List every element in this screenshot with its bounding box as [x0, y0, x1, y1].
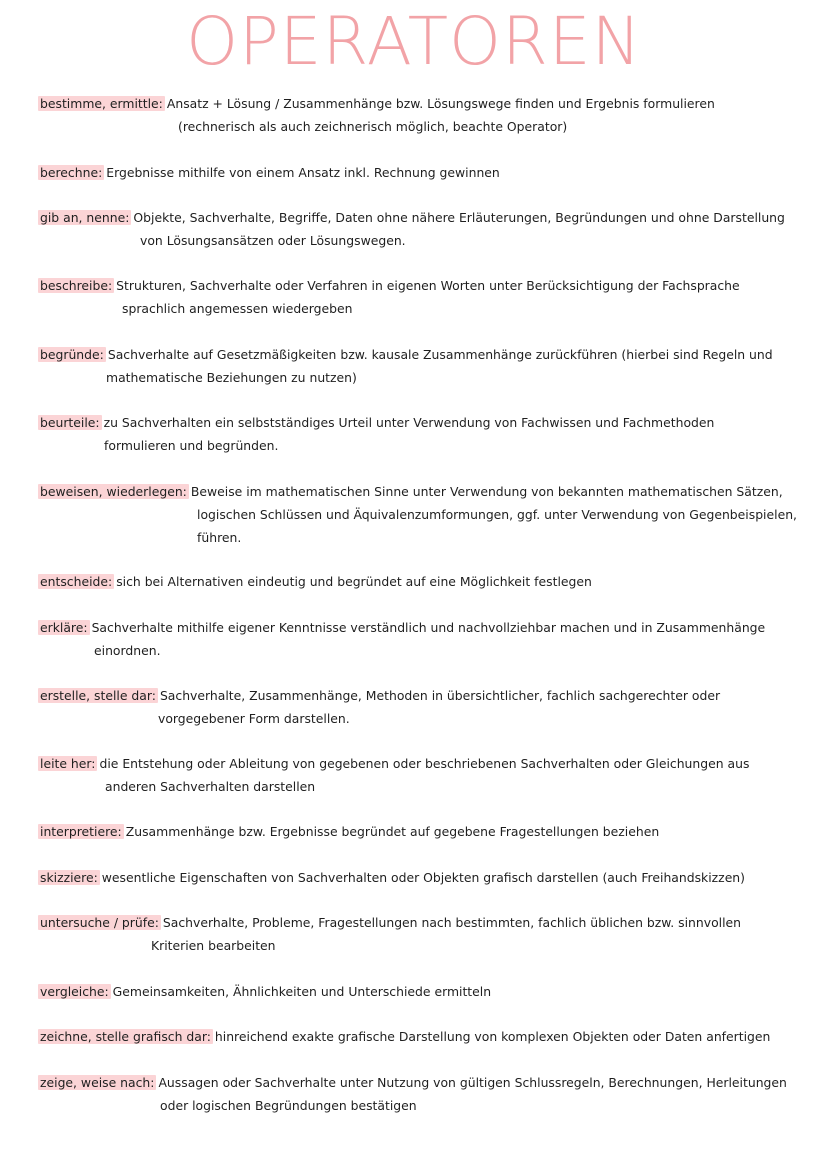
description-continued: sprachlich angemessen wiedergeben: [122, 301, 353, 316]
description: Beweise im mathematischen Sinne unter Verwendung von bekannten mathematischen Sätzen,: [190, 484, 783, 499]
term: beschreibe:: [40, 278, 113, 293]
entry-untersuche: [38, 911, 818, 957]
entry-zeichne: [38, 1025, 818, 1048]
term: zeichne, stelle grafisch dar:: [40, 1029, 211, 1044]
term: beweisen, wiederlegen:: [40, 484, 187, 499]
term: bestimme, ermittle:: [40, 96, 163, 111]
description: Aussagen oder Sachverhalte unter Nutzung von gültigen Schlussregeln, Berechnungen, Herleitungen: [158, 1075, 787, 1090]
entry-vergleiche: [38, 980, 818, 1003]
entry-leite-her: [38, 752, 818, 798]
term: entscheide:: [40, 574, 113, 589]
description: Sachverhalte, Zusammenhänge, Methoden in übersichtlicher, fachlich sachgerechter oder: [159, 688, 721, 703]
description-continued: oder logischen Begründungen bestätigen: [160, 1098, 417, 1113]
entry-interpretiere: [38, 820, 818, 843]
description: Sachverhalte, Probleme, Fragestellungen nach bestimmten, fachlich üblichen bzw. sinnvollen: [162, 915, 742, 930]
term: erstelle, stelle dar:: [40, 688, 156, 703]
entry-bestimme: [38, 92, 818, 138]
description: Sachverhalte mithilfe eigener Kenntnisse verständlich und nachvollziehbar machen und in Zusammenhänge: [91, 620, 766, 635]
entry-erklaere: [38, 616, 818, 662]
term: begründe:: [40, 347, 104, 362]
description: Objekte, Sachverhalte, Begriffe, Daten ohne nähere Erläuterungen, Begründungen und ohne Darstellung: [133, 210, 785, 225]
entry-begruende: [38, 343, 818, 389]
term: beurteile:: [40, 415, 100, 430]
term: interpretiere:: [40, 824, 122, 839]
description-continued: anderen Sachverhalten darstellen: [105, 779, 316, 794]
description: Gemeinsamkeiten, Ähnlichkeiten und Unterschiede ermitteln: [112, 984, 492, 999]
entry-beurteile: [38, 411, 818, 457]
entry-entscheide: [38, 570, 818, 593]
description-continued: vorgegebener Form darstellen.: [158, 711, 350, 726]
term: erkläre:: [40, 620, 88, 635]
description: sich bei Alternativen eindeutig und begründet auf eine Möglichkeit festlegen: [116, 574, 592, 589]
description: Ansatz + Lösung / Zusammenhänge bzw. Lösungswege finden und Ergebnis formulieren: [166, 96, 715, 111]
description-continued: mathematische Beziehungen zu nutzen): [106, 370, 357, 385]
description: Zusammenhänge bzw. Ergebnisse begründet auf gegebene Fragestellungen beziehen: [125, 824, 660, 839]
description: zu Sachverhalten ein selbstständiges Urteil unter Verwendung von Fachwissen und Fachmethoden: [103, 415, 715, 430]
term: berechne:: [40, 165, 103, 180]
term: vergleiche:: [40, 984, 109, 999]
description-continued: formulieren und begründen.: [104, 438, 279, 453]
entry-erstelle: [38, 684, 818, 730]
term: zeige, weise nach:: [40, 1075, 155, 1090]
term: untersuche / prüfe:: [40, 915, 159, 930]
entry-beweisen: [38, 480, 818, 549]
description: die Entstehung oder Ableitung von gegebenen oder beschriebenen Sachverhalten oder Gleichungen aus: [99, 756, 750, 771]
description-continued: führen.: [197, 530, 242, 545]
description-continued: von Lösungsansätzen oder Lösungswegen.: [140, 233, 406, 248]
description: Sachverhalte auf Gesetzmäßigkeiten bzw. kausale Zusammenhänge zurückführen (hierbei sind Regeln und: [107, 347, 773, 362]
description: Strukturen, Sachverhalte oder Verfahren in eigenen Worten unter Berücksichtigung der Fachsprache: [116, 278, 740, 293]
description: wesentliche Eigenschaften von Sachverhalten oder Objekten grafisch darstellen (auch Freihandskizzen): [101, 870, 745, 885]
description-continued: logischen Schlüssen und Äquivalenzumformungen, ggf. unter Verwendung von Gegenbeispielen,: [197, 507, 797, 522]
description-continued: (rechnerisch als auch zeichnerisch möglich, beachte Operator): [178, 119, 568, 134]
entry-skizziere: [38, 866, 818, 889]
term: skizziere:: [40, 870, 98, 885]
entry-zeige: [38, 1071, 818, 1117]
entry-gib-an: [38, 206, 818, 252]
term: gib an, nenne:: [40, 210, 130, 225]
entry-beschreibe: [38, 274, 818, 320]
description: hinreichend exakte grafische Darstellung von komplexen Objekten oder Daten anfertigen: [214, 1029, 771, 1044]
entry-berechne: [38, 161, 818, 184]
term: leite her:: [40, 756, 96, 771]
description: Ergebnisse mithilfe von einem Ansatz inkl. Rechnung gewinnen: [106, 165, 500, 180]
page-title: OPERATOREN: [186, 3, 642, 80]
description-continued: einordnen.: [94, 643, 161, 658]
description-continued: Kriterien bearbeiten: [151, 938, 276, 953]
